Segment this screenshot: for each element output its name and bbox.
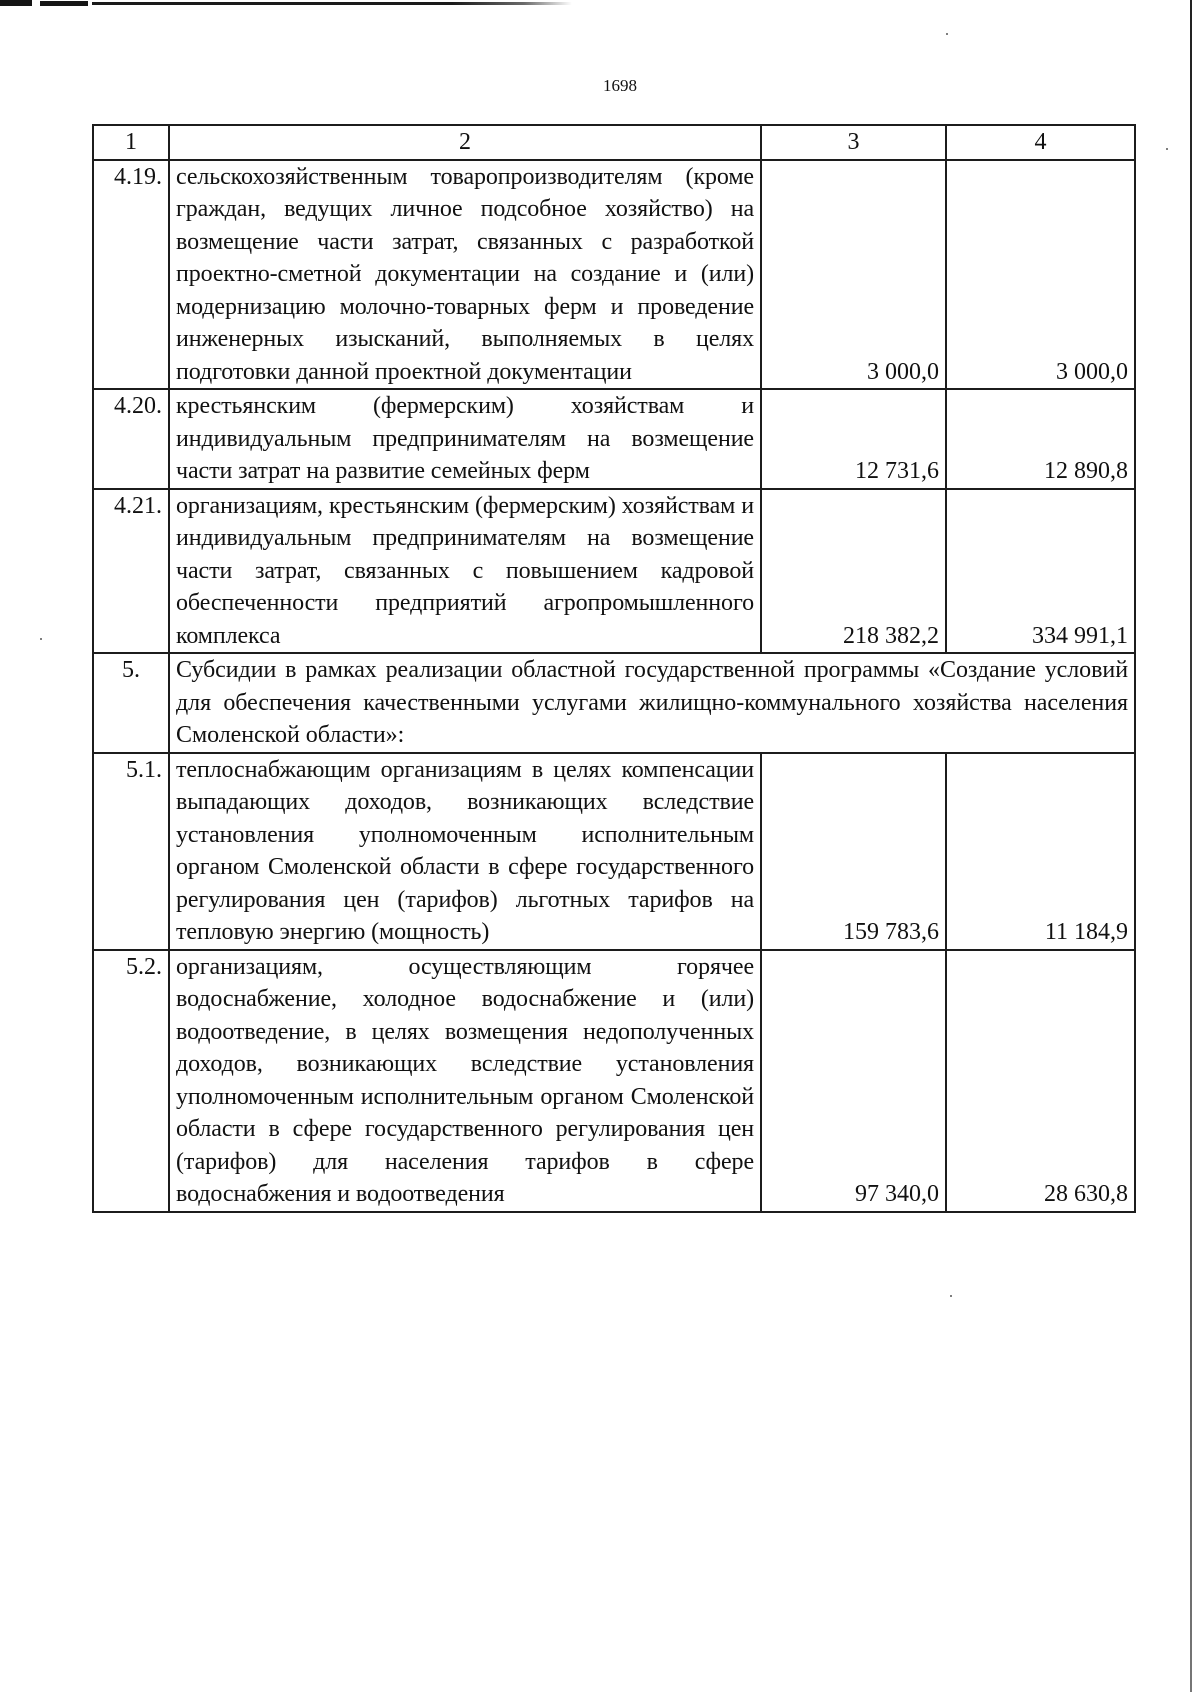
row-number: 5.1. [93, 753, 169, 950]
row-value-col4: 334 991,1 [946, 489, 1135, 654]
row-value-col3: 97 340,0 [761, 950, 946, 1212]
scan-artifact-bar [40, 1, 88, 6]
column-header-3: 3 [761, 125, 946, 160]
section-number: 5. [93, 653, 169, 753]
scan-artifact-line [92, 2, 572, 5]
table-row-4-20 [93, 389, 1135, 489]
row-value-col3: 3 000,0 [761, 160, 946, 390]
scan-speck [1166, 148, 1168, 150]
row-description: сельскохозяйственным товаропроизводителям (кроме граждан, ведущих личное подсобное хозяйство) на возмещение части затрат, связанных с разработкой проектно-сметной документации на создание и (или) модернизацию молочно-товарных ферм и проведение инженерных изысканий, выполняемых в целях подготовки данной проектной документации [169, 160, 761, 390]
scan-artifact-bar [0, 0, 32, 6]
table-header-row [93, 125, 1135, 160]
table-row-4-19 [93, 160, 1135, 390]
row-value-col4: 28 630,8 [946, 950, 1135, 1212]
row-value-col3: 159 783,6 [761, 753, 946, 950]
scan-speck [950, 1295, 952, 1297]
document-table [92, 124, 1136, 1213]
column-header-4: 4 [946, 125, 1135, 160]
row-number: 4.21. [93, 489, 169, 654]
row-value-col4: 11 184,9 [946, 753, 1135, 950]
row-description: теплоснабжающим организациям в целях компенсации выпадающих доходов, возникающих вследствие установления уполномоченным исполнительным органом Смоленской области в сфере государственного регулирования цен (тарифов) льготных тарифов на тепловую энергию (мощность) [169, 753, 761, 950]
row-value-col3: 12 731,6 [761, 389, 946, 489]
row-description: организациям, крестьянским (фермерским) хозяйствам и индивидуальным предпринимателям на возмещение части затрат, связанных с повышением кадровой обеспеченности предприятий агропромышленного комплекса [169, 489, 761, 654]
table-row-5-1 [93, 753, 1135, 950]
row-value-col4: 12 890,8 [946, 389, 1135, 489]
row-number: 4.20. [93, 389, 169, 489]
scan-speck [946, 33, 948, 35]
column-header-2: 2 [169, 125, 761, 160]
row-value-col4: 3 000,0 [946, 160, 1135, 390]
page-number: 1698 [603, 76, 637, 95]
row-number: 4.19. [93, 160, 169, 390]
scan-speck [40, 638, 42, 640]
table-row-4-21 [93, 489, 1135, 654]
column-header-1: 1 [93, 125, 169, 160]
scan-page-edge [1190, 0, 1192, 1692]
section-title: Субсидии в рамках реализации областной государственной программы «Создание условий для обеспечения качественными услугами жилищно-коммунального хозяйства населения Смоленской области»: [169, 653, 1135, 753]
table-row-5-2 [93, 950, 1135, 1212]
row-description: крестьянским (фермерским) хозяйствам и индивидуальным предпринимателям на возмещение части затрат на развитие семейных ферм [169, 389, 761, 489]
table-section-row-5 [93, 653, 1135, 753]
row-description: организациям, осуществляющим горячее водоснабжение, холодное водоснабжение и (или) водоотведение, в целях возмещения недополученных доходов, возникающих вследствие установления уполномоченным исполнительным органом Смоленской области в сфере государственного регулирования цен (тарифов) для населения тарифов в сфере водоснабжения и водоотведения [169, 950, 761, 1212]
row-number: 5.2. [93, 950, 169, 1212]
row-value-col3: 218 382,2 [761, 489, 946, 654]
